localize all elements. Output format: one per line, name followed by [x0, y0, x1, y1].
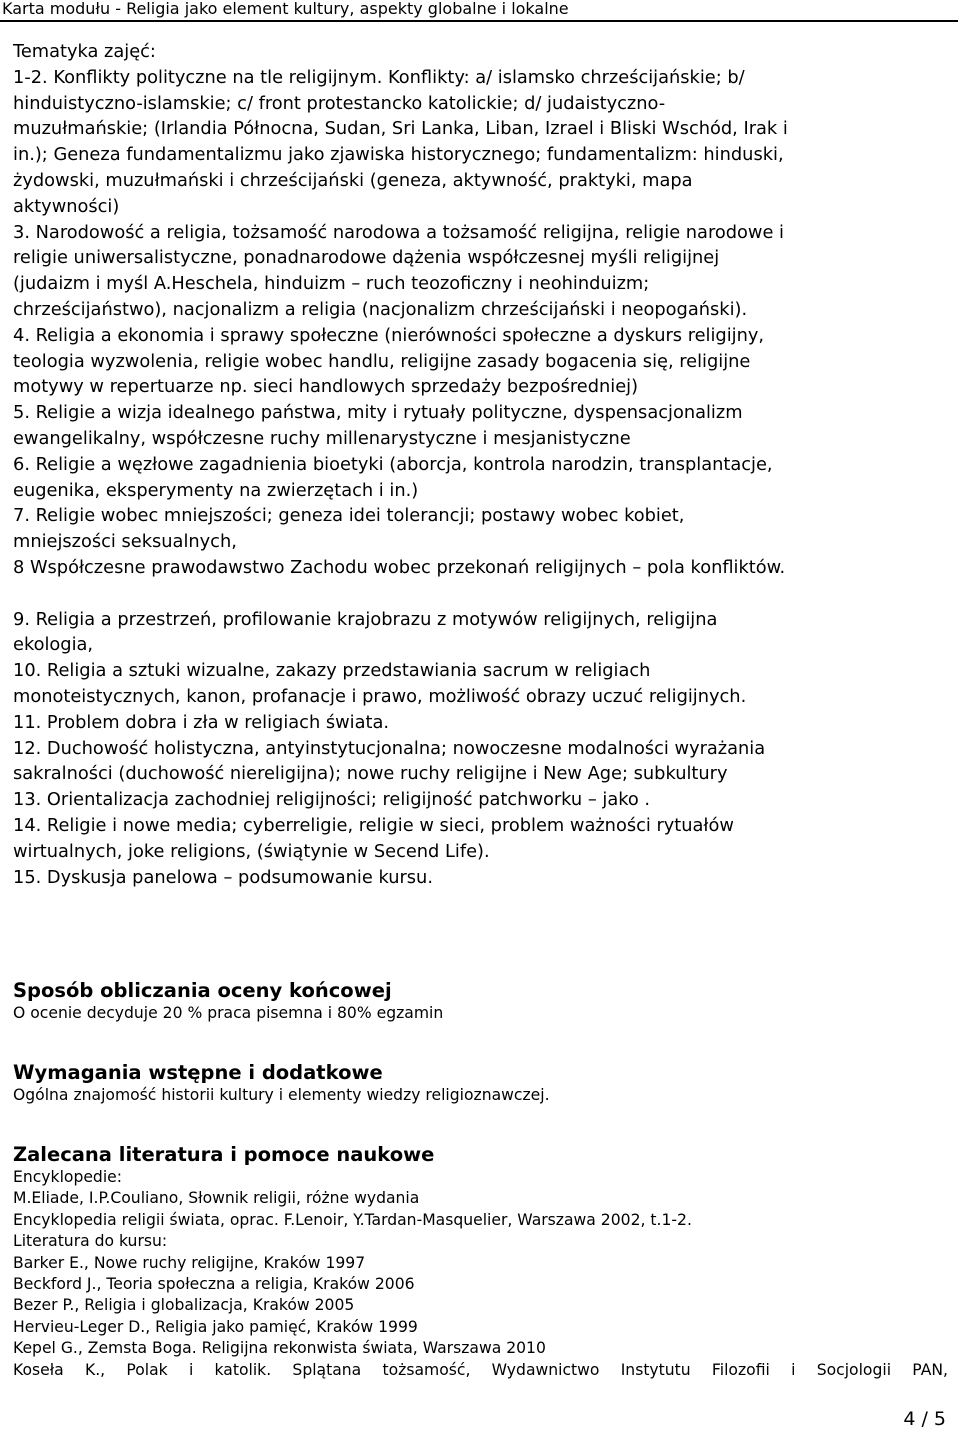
- grading-heading: Sposób obliczania oceny końcowej: [13, 979, 392, 1002]
- grading-section: [13, 979, 948, 1024]
- topic-line: 14. Religie i nowe media; cyberreligie, religie w sieci, problem ważności rytuałów: [13, 814, 734, 836]
- topic-line: 8 Współczesne prawodawstwo Zachodu wobec przekonań religijnych – pola konfliktów.: [13, 556, 786, 578]
- topic-line: 10. Religia a sztuki wizualne, zakazy przedstawiania sacrum w religiach: [13, 660, 651, 682]
- topic-line: muzułmańskie; (Irlandia Północna, Sudan, Sri Lanka, Liban, Izrael i Bliski Wschód, Irak i: [13, 118, 788, 140]
- topic-line: 13. Orientalizacja zachodniej religijności; religijność patchworku – jako .: [13, 789, 651, 811]
- topic-line: (judaizm i myśl A.Heschela, hinduizm – ruch teozoficzny i neohinduizm;: [13, 273, 650, 295]
- topic-line: [13, 581, 948, 607]
- requirements-section: [13, 1061, 948, 1106]
- topic-line: 15. Dyskusja panelowa – podsumowanie kursu.: [13, 866, 433, 888]
- page-number: 4 / 5: [903, 1408, 946, 1430]
- topic-line: ewangelikalny, współczesne ruchy millenarystyczne i mesjanistyczne: [13, 427, 631, 449]
- topic-line: 4. Religia a ekonomia i sprawy społeczne (nierówności społeczne a dyskurs religijny,: [13, 324, 765, 346]
- literature-subheading: Encyklopedie:: [13, 1168, 123, 1186]
- literature-list: [13, 1167, 948, 1360]
- topic-line: sakralności (duchowość niereligijna); nowe ruchy religijne i New Age; subkultury: [13, 763, 728, 785]
- grading-text: O ocenie decyduje 20 % praca pisemna i 80% egzamin: [13, 1004, 444, 1022]
- topic-line: 1-2. Konflikty polityczne na tle religijnym. Konflikty: a/ islamsko chrześcijańskie; b/: [13, 66, 745, 88]
- literature-item: Encyklopedia religii świata, oprac. F.Lenoir, Y.Tardan-Masquelier, Warszawa 2002, t.1-2.: [13, 1210, 692, 1229]
- topic-line: aktywności): [13, 195, 120, 217]
- topic-line: chrześcijaństwo), nacjonalizm a religia (nacjonalizm chrześcijański i neopogański).: [13, 298, 748, 320]
- course-topics: [13, 39, 948, 890]
- topic-line: teologia wyzwolenia, religie wobec handlu, religijne zasady bogacenia się, religijne: [13, 350, 751, 372]
- topic-line: monoteistycznych, kanon, profanacje i prawo, możliwość obrazy uczuć religijnych.: [13, 685, 747, 707]
- literature-item: Barker E., Nowe ruchy religijne, Kraków 1997: [13, 1253, 366, 1272]
- topic-line: 6. Religie a węzłowe zagadnienia bioetyki (aborcja, kontrola narodzin, transplantacje,: [13, 453, 773, 475]
- literature-subheading: Literatura do kursu:: [13, 1232, 168, 1251]
- topic-line: in.); Geneza fundamentalizmu jako zjawiska historycznego; fundamentalizm: hinduski,: [13, 144, 784, 166]
- requirements-heading: Wymagania wstępne i dodatkowe: [13, 1061, 383, 1084]
- topic-line: religie uniwersalistyczne, ponadnarodowe dążenia współczesnej myśli religijnej: [13, 247, 720, 269]
- topic-line: 9. Religia a przestrzeń, profilowanie krajobrazu z motywów religijnych, religijna: [13, 608, 718, 630]
- topic-line: 3. Narodowość a religia, tożsamość narodowa a tożsamość religijna, religie narodowe i: [13, 221, 784, 243]
- literature-item: M.Eliade, I.P.Couliano, Słownik religii, różne wydania: [13, 1189, 420, 1208]
- requirements-text: Ogólna znajomość historii kultury i elementy wiedzy religioznawczej.: [13, 1086, 550, 1104]
- topic-line: 12. Duchowość holistyczna, antyinstytucjonalna; nowoczesne modalności wyrażania: [13, 737, 766, 759]
- topic-line: hinduistyczno-islamskie; c/ front protestancko katolickie; d/ judaistyczno-: [13, 92, 666, 114]
- document-header: [0, 0, 958, 22]
- document-title: Karta modułu - Religia jako element kultury, aspekty globalne i lokalne: [2, 0, 569, 18]
- topic-line: 7. Religie wobec mniejszości; geneza idei tolerancji; postawy wobec kobiet,: [13, 505, 685, 527]
- literature-heading: Zalecana literatura i pomoce naukowe: [13, 1143, 435, 1166]
- literature-item: Beckford J., Teoria społeczna a religia, Kraków 2006: [13, 1275, 415, 1294]
- topics-label: Tematyka zajęć:: [13, 41, 156, 62]
- literature-section: [13, 1143, 948, 1381]
- topic-line: 5. Religie a wizja idealnego państwa, mity i rytuały polityczne, dyspensacjonalizm: [13, 402, 743, 424]
- literature-item: Bezer P., Religia i globalizacja, Kraków 2005: [13, 1296, 355, 1315]
- topic-line: 11. Problem dobra i zła w religiach świata.: [13, 711, 390, 733]
- topic-line: eugenika, eksperymenty na zwierzętach i in.): [13, 479, 419, 501]
- literature-item: Hervieu-Leger D., Religia jako pamięć, Kraków 1999: [13, 1317, 418, 1336]
- topic-line: wirtualnych, joke religions, (świątynie w Secend Life).: [13, 840, 490, 862]
- topic-line: mniejszości seksualnych,: [13, 531, 237, 553]
- topic-line: żydowski, muzułmański i chrześcijański (geneza, aktywność, praktyki, mapa: [13, 169, 693, 191]
- topic-line: ekologia,: [13, 634, 94, 656]
- literature-item: Kepel G., Zemsta Boga. Religijna rekonwista świata, Warszawa 2010: [13, 1339, 546, 1358]
- topic-line: motywy w repertuarze np. sieci handlowych sprzedaży bezpośredniej): [13, 376, 639, 398]
- literature-item: Koseła K., Polak i katolik. Splątana tożsamość, Wydawnictwo Instytutu Filozofii i Socjologii PAN,: [13, 1360, 948, 1379]
